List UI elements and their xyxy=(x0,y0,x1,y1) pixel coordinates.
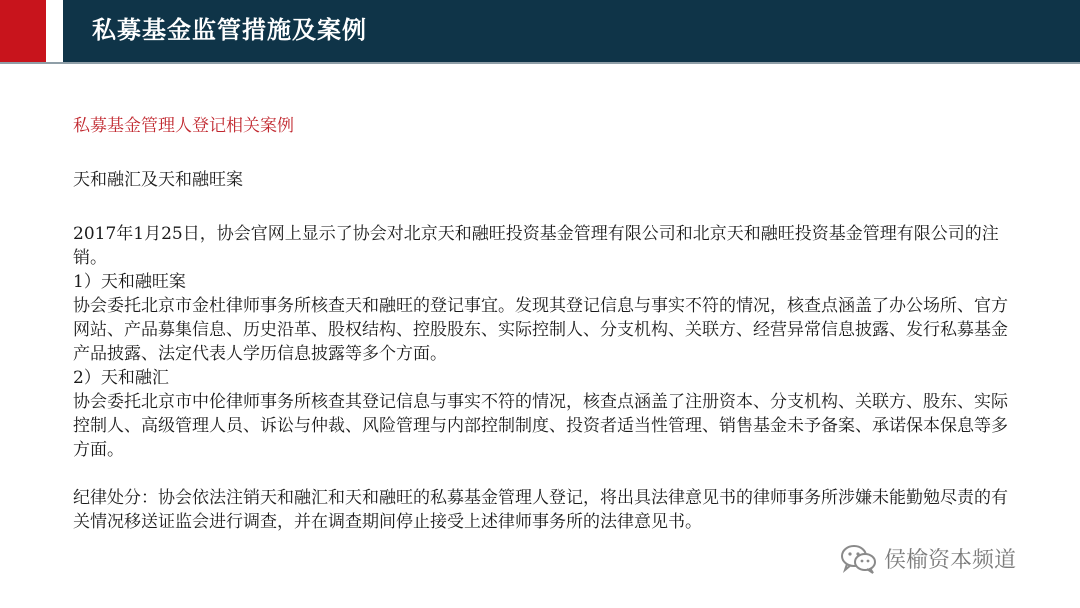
wechat-icon xyxy=(840,544,878,574)
discipline-paragraph: 纪律处分：协会依法注销天和融汇和天和融旺的私募基金管理人登记，将出具法律意见书的律师事务所涉嫌未能勤勉尽责的有关情况移送证监会进行调查，并在调查期间停止接受上述律师事务所的法律意见书。 xyxy=(73,488,1008,532)
case-title: 天和融汇及天和融旺案 xyxy=(73,170,243,190)
item2-body: 协会委托北京市中伦律师事务所核查其登记信息与事实不符的情况，核查点涵盖了注册资本、分支机构、关联方、股东、实际控制人、高级管理人员、诉讼与仲裁、风险管理与内部控制制度、投资者适当性管理、销售基金未予备案、承诺保本保息等多方面。 xyxy=(73,392,1008,460)
item2-heading: 2）天和融汇 xyxy=(73,368,169,388)
slide-content xyxy=(73,114,1013,534)
title-bar xyxy=(0,0,1080,64)
title-accent-block xyxy=(0,0,46,62)
title-accent-gap xyxy=(46,0,63,62)
watermark-text: 侯榆资本频道 xyxy=(884,548,1017,573)
item1-heading: 1）天和融旺案 xyxy=(73,272,186,292)
slide-title: 私募基金监管措施及案例 xyxy=(92,16,367,44)
item1-body: 协会委托北京市金杜律师事务所核查天和融旺的登记事宜。发现其登记信息与事实不符的情况，核查点涵盖了办公场所、官方网站、产品募集信息、历史沿革、股权结构、控股股东、实际控制人、分支机构、关联方、经营异常信息披露、发行私募基金产品披露、法定代表人学历信息披露等多个方面。 xyxy=(73,296,1008,364)
case-intro: 2017年1月25日，协会官网上显示了协会对北京天和融旺投资基金管理有限公司和北京天和融旺投资基金管理有限公司的注销。 xyxy=(73,224,999,268)
watermark xyxy=(840,543,1016,574)
section-subtitle: 私募基金管理人登记相关案例 xyxy=(73,116,294,136)
